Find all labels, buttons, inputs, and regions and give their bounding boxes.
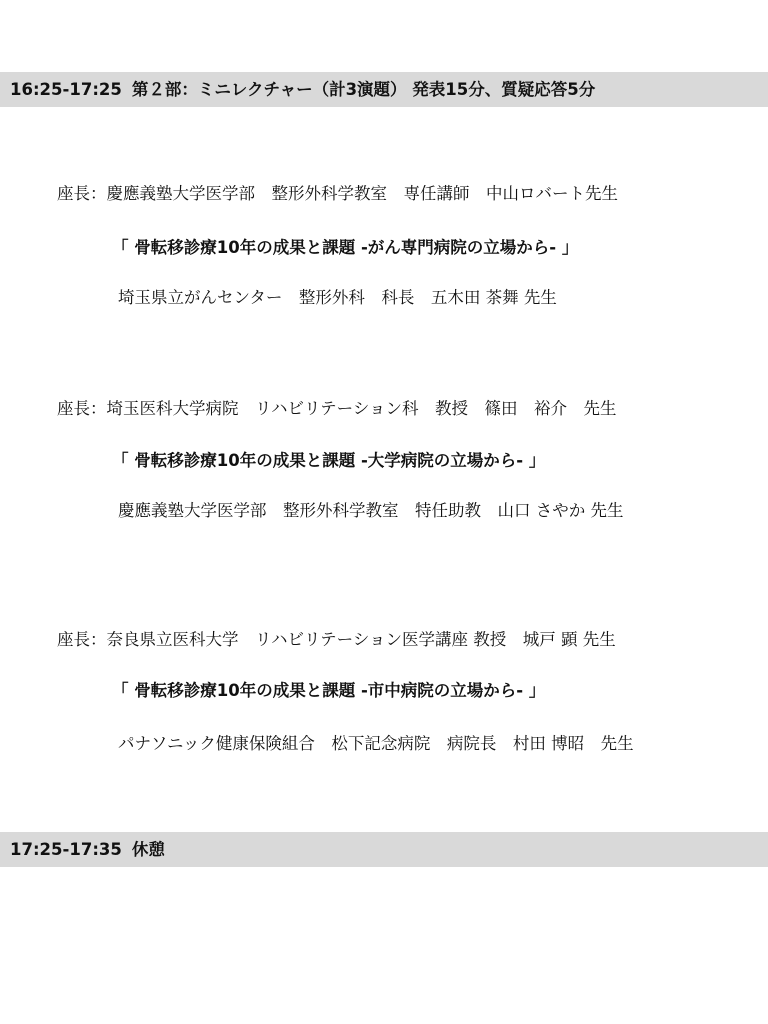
break-header (0, 832, 768, 867)
lecture-1-speaker: 埼玉県立がんセンター 整形外科 科長 五木田 茶舞 先生 (118, 288, 557, 307)
session-time: 16:25-17:25 (10, 80, 122, 99)
break-title: 休憩 (131, 840, 165, 859)
lecture-3-chair: 座長：奈良県立医科大学 リハビリテーション医学講座 教授 城戸 顕 先生 (57, 630, 616, 649)
session-header (0, 72, 768, 107)
lecture-2-chair: 座長：埼玉医科大学病院 リハビリテーション科 教授 篠田 裕介 先生 (57, 399, 617, 418)
lecture-3-title: 「 骨転移診療10年の成果と課題 -市中病院の立場から- 」 (112, 681, 546, 700)
break-time: 17:25-17:35 (10, 840, 122, 859)
session-title: 第２部：ミニレクチャー（計3演題） 発表15分、質疑応答5分 (131, 80, 596, 99)
lecture-2-speaker: 慶應義塾大学医学部 整形外科学教室 特任助教 山口 さやか 先生 (118, 501, 624, 520)
lecture-1-title: 「 骨転移診療10年の成果と課題 -がん専門病院の立場から- 」 (112, 238, 579, 257)
lecture-1-chair: 座長：慶應義塾大学医学部 整形外科学教室 専任講師 中山ロバート先生 (57, 184, 618, 203)
lecture-2-title: 「 骨転移診療10年の成果と課題 -大学病院の立場から- 」 (112, 451, 546, 470)
lecture-3-speaker: パナソニック健康保険組合 松下記念病院 病院長 村田 博昭 先生 (118, 734, 634, 753)
